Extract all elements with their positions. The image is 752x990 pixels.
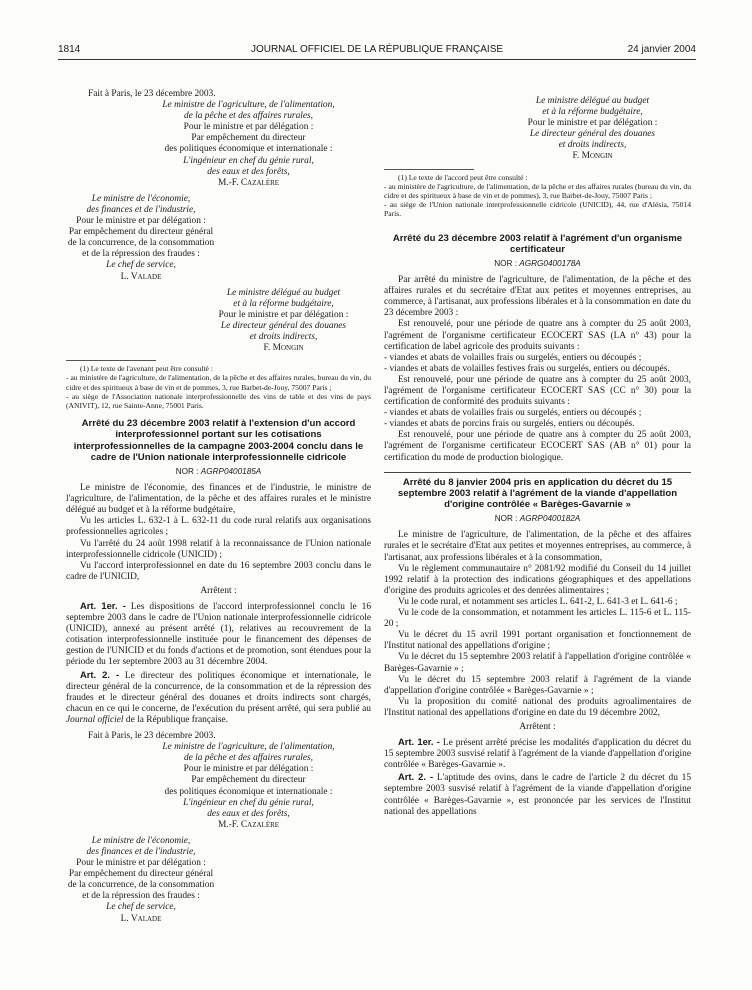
issue-date: 24 janvier 2004 xyxy=(627,44,696,55)
page-number: 1814 xyxy=(58,44,81,55)
nor-reference xyxy=(66,466,371,477)
footnote-rule xyxy=(384,169,474,170)
signature-delegation: Pour le ministre et par délégation : xyxy=(76,858,206,869)
footnote xyxy=(384,173,691,219)
signature-minister: Le ministre délégué au budget xyxy=(226,287,341,298)
signature-line: Par empêchement du directeur général xyxy=(68,869,214,880)
footnote-intro: (1) Le texte de l'accord peut être consulté : xyxy=(398,172,528,182)
signature-line: Par empêchement du directeur xyxy=(191,133,306,144)
arrete-heading: Arrêtent : xyxy=(519,721,556,732)
arrete-heading: Arrêtent : xyxy=(200,585,237,596)
nor-code: AGRP0400182A xyxy=(519,514,581,524)
signature-line: L'ingénieur en chef du génie rural, xyxy=(183,797,314,808)
signature-block xyxy=(66,731,371,831)
signature-line: Le chef de service, xyxy=(106,260,176,271)
signature-delegation: Pour le ministre et par délégation : xyxy=(218,309,349,320)
signature-minister: des finances et de l'industrie, xyxy=(86,204,196,215)
nor-reference xyxy=(384,258,691,269)
signature-line: des eaux et des forêts, xyxy=(207,808,290,819)
product-list xyxy=(384,353,691,375)
signature-block xyxy=(66,288,371,355)
signature-minister: de la pêche et des affaires rurales, xyxy=(183,753,314,764)
signature-line: des politiques économique et internationale : xyxy=(164,786,333,797)
signature-line: L'ingénieur en chef du génie rural, xyxy=(183,155,314,166)
paragraph: Vu les articles L. 632-1 à L. 632-11 du code rural relatifs aux organisations professionnelles agricoles ; xyxy=(66,516,371,538)
paragraph: Vu le décret du 15 septembre 2003 relatif à l'appellation d'origine contrôlée « Barèges-Gavarnie » ; xyxy=(384,652,691,674)
signature-name: L. Valade xyxy=(120,913,162,924)
nor-label: NOR : xyxy=(175,466,199,476)
article-title: Arrêté du 8 janvier 2004 pris en application du décret du 15 septembre 2003 relatif à l'agrément de la viande d'appellation d'origine contrôlée « Barèges-Gavarnie » xyxy=(397,476,678,511)
signature-line: des politiques économique et internationale : xyxy=(164,144,333,155)
signature-place: Fait à Paris, le 23 décembre 2003. xyxy=(88,731,216,742)
footnote-item: - au siège de l'Union nationale interprofessionnelle cidricole (UNICID), 44, rue d'Alésia, 75014 Paris. xyxy=(384,200,691,219)
footnote-rule xyxy=(66,360,156,361)
footnote xyxy=(66,364,371,410)
signature-block xyxy=(66,836,371,925)
journal-title: JOURNAL OFFICIEL DE LA RÉPUBLIQUE FRANÇAISE xyxy=(250,44,504,55)
article-label: Art. 2. - xyxy=(80,668,120,680)
paragraph: Vu le code rural, et notamment ses articles L. 641-2, L. 641-3 et L. 641-6 ; xyxy=(398,596,678,607)
article-2 xyxy=(384,771,691,817)
section-rule xyxy=(384,472,691,473)
paragraph: Le ministre de l'agriculture, de l'alimentation, de la pêche et des affaires rurales et le secrétaire d'Etat aux petites et moyennes entreprises, au commerce, à l'artisanat, aux professions libérales et à la consommation, xyxy=(384,530,691,563)
signature-name: F. Mongin xyxy=(572,151,613,162)
article-text: Les dispositions de l'accord interprofessionnel conclu le 16 septembre 2003 dans le cadre de l'Union nationale interprofessionnelle cidricole (UNICID), annexé au présent arrêté (1), relatives au recouvrement de la cotisation interprofessionnelle instituée pour le financement des dépenses de gestion de l'UNICID et du fonds d'actions et de promotion, sont étendues pour la période du 1er septembre 2003 au 31 décembre 2004. xyxy=(66,602,372,668)
paragraph: Vu l'arrêté du 24 août 1998 relatif à la reconnaissance de l'Union nationale interprofessionnelle cidricole (UNICID) ; xyxy=(66,538,371,560)
article-1 xyxy=(384,736,691,771)
signature-block xyxy=(384,96,691,163)
signature-delegation: Pour le ministre et par délégation : xyxy=(183,764,314,775)
signature-place: Fait à Paris, le 23 décembre 2003. xyxy=(88,89,216,99)
footnote-intro: (1) Le texte de l'avenant peut être consulté : xyxy=(80,364,213,374)
signature-line: Par empêchement du directeur xyxy=(191,775,306,786)
nor-label: NOR : xyxy=(494,514,518,524)
signature-line: Le chef de service, xyxy=(106,902,176,913)
header-rule xyxy=(58,59,696,60)
signature-delegation: Pour le ministre et par délégation : xyxy=(183,122,314,133)
article-text: L'aptitude des ovins, dans le cadre de l'article 2 du décret du 15 septembre 2003 susvisé relatif à l'agrément de la viande d'appellation d'origine contrôlée « Barèges-Gavarnie », est prononcée par les services de l'Institut national des appellations xyxy=(384,773,692,817)
paragraph: Vu le décret du 15 avril 1991 portant organisation et fonctionnement de l'Institut national des appellations d'origine ; xyxy=(384,630,691,652)
paragraph: Par arrêté du ministre de l'agriculture, de l'alimentation, de la pêche et des affaires rurales et du secrétaire d'Etat aux petites et moyennes entreprises, au commerce, à l'artisanat, aux professions libérales et à la consommation en date du 23 décembre 2003 : xyxy=(384,275,691,319)
signature-line: et droits indirects, xyxy=(249,331,318,342)
paragraph: Est renouvelé, pour une période de quatre ans à compter du 25 août 2003, l'agrément de l'organisme certificateur ECOCERT SAS (CC n° 30) pour la certification de conformité des produits suivants : xyxy=(384,374,691,408)
right-column xyxy=(384,96,691,818)
product-list xyxy=(384,408,691,430)
signature-line: Le directeur général des douanes xyxy=(529,129,656,140)
signature-line: des eaux et des forêts, xyxy=(207,166,290,177)
paragraph: Vu le code de la consommation, et notamment les articles L. 115-6 et L. 115-20 ; xyxy=(384,608,691,630)
page-header xyxy=(58,44,696,60)
signature-line: et de la répression des fraudes : xyxy=(82,891,200,902)
signature-minister: des finances et de l'industrie, xyxy=(86,846,196,857)
list-item: - viandes et abats de volailles festives frais ou surgelés, entiers ou découpés. xyxy=(384,363,670,374)
article-label: Art. 2. - xyxy=(398,771,434,783)
signature-minister: et à la réforme budgétaire, xyxy=(542,107,643,118)
signature-minister: Le ministre délégué au budget xyxy=(535,96,650,106)
signature-name: F. Mongin xyxy=(263,343,304,354)
signature-name: M.-F. Cazalère xyxy=(217,177,280,188)
nor-code: AGRG0400178A xyxy=(519,258,581,268)
left-column xyxy=(66,84,371,930)
signature-line: et droits indirects, xyxy=(558,140,627,151)
article-text: Le directeur des politiques économique et internationale, le directeur général de la concurrence, de la consommation et de la répression des fraudes et le directeur général des douanes et droits indirects sont chargés, chacun en ce qui le concerne, de l'exécution du présent arrêté, qui sera publié au xyxy=(66,670,371,714)
signature-line: et de la répression des fraudes : xyxy=(82,249,200,260)
signature-minister: Le ministre de l'agriculture, de l'alimentation, xyxy=(162,100,335,111)
article-text: Le présent arrêté précise les modalités d'application du décret du 15 septembre 2003 susvisé relatif à l'agrément de la viande d'appellation d'origine contrôlée « Barèges-Gavarnie ». xyxy=(384,738,692,771)
signature-line: Par empêchement du directeur général xyxy=(68,227,214,238)
signature-line: de la concurrence, de la consommation xyxy=(67,238,215,249)
signature-line: Le directeur général des douanes xyxy=(220,320,347,331)
signature-minister: et à la réforme budgétaire, xyxy=(233,298,334,309)
list-item: - viandes et abats de volailles frais ou surgelés, entiers ou découpés ; xyxy=(384,352,642,363)
footnote-item: - au siège de l'Association nationale interprofessionnelle des vins de table et des vins de pays (ANIVIT), 12, rue Sainte-Anne, 75001 Paris. xyxy=(66,391,371,410)
article-2 xyxy=(66,669,371,726)
journal-ref: Journal officiel xyxy=(66,714,124,725)
paragraph: Vu le décret du 15 septembre 2003 relatif à l'agrément de la viande d'appellation d'origine contrôlée « Barèges-Gavarnie » ; xyxy=(384,674,691,696)
article-title: Arrêté du 23 décembre 2003 relatif à l'agrément d'un organisme certificateur xyxy=(392,232,683,255)
nor-reference xyxy=(384,513,691,524)
signature-delegation: Pour le ministre et par délégation : xyxy=(527,118,658,129)
paragraph: Le ministre de l'économie, des finances et de l'industrie, le ministre de l'agriculture, de l'alimentation, de la pêche et des affaires rurales et le ministre délégué au budget et à la réforme budgétaire, xyxy=(66,483,371,516)
footnote-item: - au ministère de l'agriculture, de l'alimentation, de la pêche et des affaires rurales, bureau du vin, du cidre et des spiritueux à base de vin et de pommes, 3, rue Barbet-de-Jouy, 75007 Paris ; xyxy=(66,373,371,392)
article-label: Art. 1er. - xyxy=(80,600,126,612)
list-item: - viandes et abats de volailles frais ou surgelés, entiers ou découpés ; xyxy=(384,408,642,419)
signature-delegation: Pour le ministre et par délégation : xyxy=(76,216,206,227)
signature-minister: Le ministre de l'économie, xyxy=(91,835,191,846)
signature-block xyxy=(66,194,371,283)
article-1 xyxy=(66,600,371,669)
signature-minister: de la pêche et des affaires rurales, xyxy=(183,111,314,122)
nor-label: NOR : xyxy=(494,258,517,268)
paragraph: Vu la proposition du comité national des produits agroalimentaires de l'Institut national des appellations d'origine en date du 19 décembre 2002, xyxy=(384,696,691,718)
article-text: de la République française. xyxy=(125,714,228,725)
signature-block xyxy=(66,89,371,189)
article-label: Art. 1er. - xyxy=(398,736,440,748)
signature-line: de la concurrence, de la consommation xyxy=(67,880,215,891)
paragraph: Vu le règlement communautaire n° 2081/92 modifié du Conseil du 14 juillet 1992 relatif à la protection des indications géographiques et des appellations d'origine des produits agricoles et des denrées alimentaires ; xyxy=(384,563,691,596)
article-title: Arrêté du 23 décembre 2003 relatif à l'extension d'un accord interprofessionnel portant sur les cotisations interprofessionnelles de la campagne 2003-2004 conclu dans le cadre de l'Union nationale interprofessionnelle cidricole xyxy=(73,418,364,463)
signature-minister: Le ministre de l'économie, xyxy=(91,193,191,204)
paragraph: Est renouvelé, pour une période de quatre ans à compter du 25 août 2003, l'agrément de l'organisme certificateur ECOCERT SAS (LA n° 43) pour la certification de label agricole des produits suivants : xyxy=(384,319,691,352)
signature-minister: Le ministre de l'agriculture, de l'alimentation, xyxy=(162,742,335,753)
signature-name: L. Valade xyxy=(120,271,162,282)
footnote-item: - au ministère de l'agriculture, de l'alimentation, de la pêche et des affaires rurales (bureau du vin, du cidre et des spiritueux à base de vin et de pommes), 3, rue Barbet-de-Jouy, 75007 Paris ; xyxy=(384,181,691,200)
paragraph: Est renouvelé, pour une période de quatre ans à compter du 25 août 2003, l'agrément de l'organisme certificateur ECOCERT SAS (AB n° 01) pour la certification du mode de production biologique. xyxy=(384,430,691,463)
nor-code: AGRP0400185A xyxy=(200,466,262,476)
list-item: - viandes et abats de porcins frais ou surgelés, entiers ou découpés. xyxy=(384,419,635,430)
paragraph: Vu l'accord interprofessionnel en date du 16 septembre 2003 conclu dans le cadre de l'UNICID, xyxy=(66,560,371,582)
signature-name: M.-F. Cazalère xyxy=(217,819,280,830)
